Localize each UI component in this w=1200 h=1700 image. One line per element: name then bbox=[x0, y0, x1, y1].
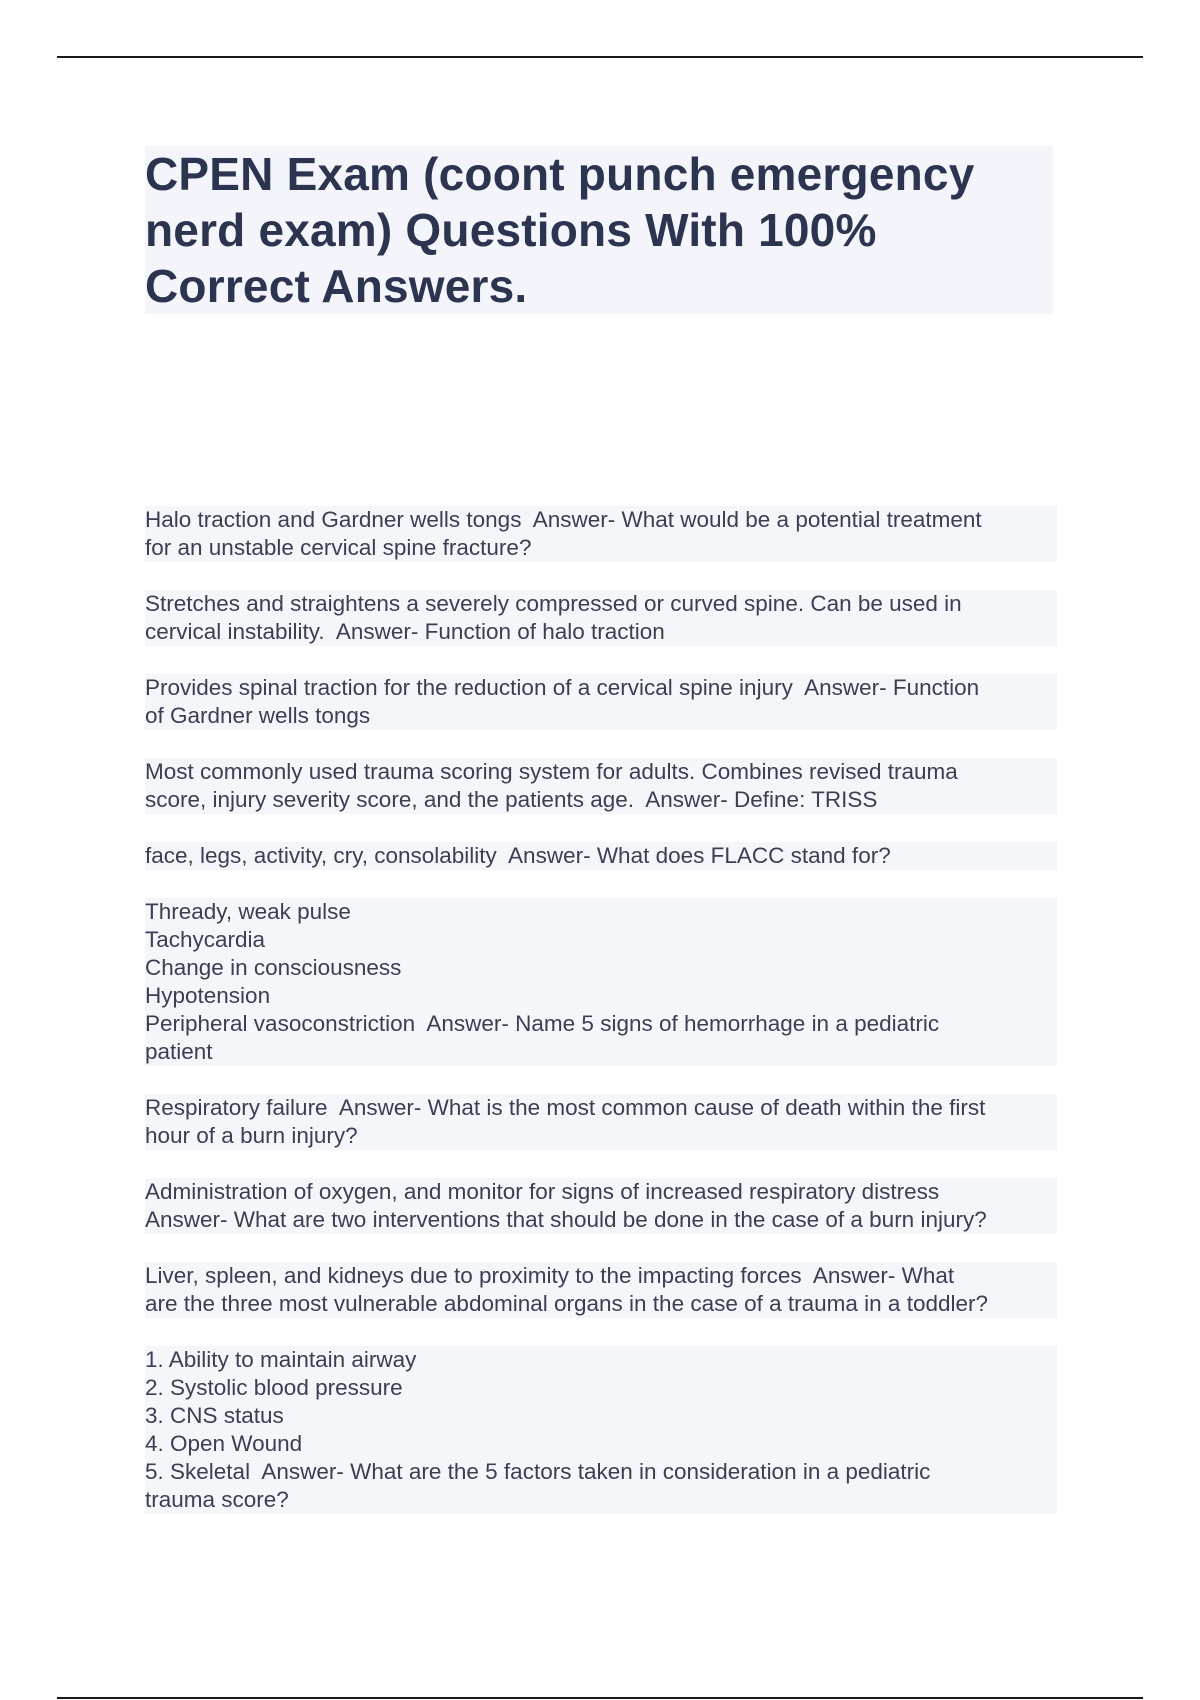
qa-line: Respiratory failure Answer- What is the most common cause of death within the first bbox=[145, 1094, 1057, 1122]
bottom-rule bbox=[57, 1697, 1143, 1699]
qa-line: Stretches and straightens a severely compressed or curved spine. Can be used in bbox=[145, 590, 1057, 618]
title-line: Correct Answers. bbox=[145, 260, 528, 312]
title-line: nerd exam) Questions With 100% bbox=[145, 204, 877, 256]
qa-line: score, injury severity score, and the patients age. Answer- Define: TRISS bbox=[145, 786, 1057, 814]
qa-line: Answer- What are two interventions that should be done in the case of a burn injury? bbox=[145, 1206, 1057, 1234]
qa-item bbox=[145, 1262, 1057, 1318]
qa-line: of Gardner wells tongs bbox=[145, 702, 1057, 730]
qa-line: are the three most vulnerable abdominal organs in the case of a trauma in a toddler? bbox=[145, 1290, 1057, 1318]
qa-line: for an unstable cervical spine fracture? bbox=[145, 534, 1057, 562]
qa-line: Thready, weak pulse bbox=[145, 898, 1057, 926]
qa-item bbox=[145, 1178, 1057, 1234]
qa-line: Provides spinal traction for the reduction of a cervical spine injury Answer- Function bbox=[145, 674, 1057, 702]
qa-line: 2. Systolic blood pressure bbox=[145, 1374, 1057, 1402]
qa-item bbox=[145, 758, 1057, 814]
qa-line: Tachycardia bbox=[145, 926, 1057, 954]
qa-line: Peripheral vasoconstriction Answer- Name 5 signs of hemorrhage in a pediatric bbox=[145, 1010, 1057, 1038]
qa-line: face, legs, activity, cry, consolability Answer- What does FLACC stand for? bbox=[145, 842, 1057, 870]
qa-line: Change in consciousness bbox=[145, 954, 1057, 982]
qa-item bbox=[145, 674, 1057, 730]
qa-line: Most commonly used trauma scoring system for adults. Combines revised trauma bbox=[145, 758, 1057, 786]
qa-line: 4. Open Wound bbox=[145, 1430, 1057, 1458]
qa-list bbox=[145, 506, 1057, 1542]
qa-line: Hypotension bbox=[145, 982, 1057, 1010]
qa-line: 3. CNS status bbox=[145, 1402, 1057, 1430]
qa-item bbox=[145, 842, 1057, 870]
qa-line: 5. Skeletal Answer- What are the 5 factors taken in consideration in a pediatric bbox=[145, 1458, 1057, 1486]
qa-line: Liver, spleen, and kidneys due to proximity to the impacting forces Answer- What bbox=[145, 1262, 1057, 1290]
title-line: CPEN Exam (coont punch emergency bbox=[145, 148, 975, 200]
qa-item bbox=[145, 1346, 1057, 1514]
title-block bbox=[145, 146, 1053, 314]
qa-line: patient bbox=[145, 1038, 1057, 1066]
qa-line: trauma score? bbox=[145, 1486, 1057, 1514]
qa-line: cervical instability. Answer- Function of halo traction bbox=[145, 618, 1057, 646]
top-rule bbox=[57, 56, 1143, 58]
qa-line: Halo traction and Gardner wells tongs Answer- What would be a potential treatment bbox=[145, 506, 1057, 534]
qa-item bbox=[145, 590, 1057, 646]
qa-item bbox=[145, 506, 1057, 562]
qa-line: hour of a burn injury? bbox=[145, 1122, 1057, 1150]
qa-item bbox=[145, 898, 1057, 1066]
qa-line: Administration of oxygen, and monitor for signs of increased respiratory distress bbox=[145, 1178, 1057, 1206]
document-title bbox=[145, 146, 1053, 314]
qa-item bbox=[145, 1094, 1057, 1150]
qa-line: 1. Ability to maintain airway bbox=[145, 1346, 1057, 1374]
